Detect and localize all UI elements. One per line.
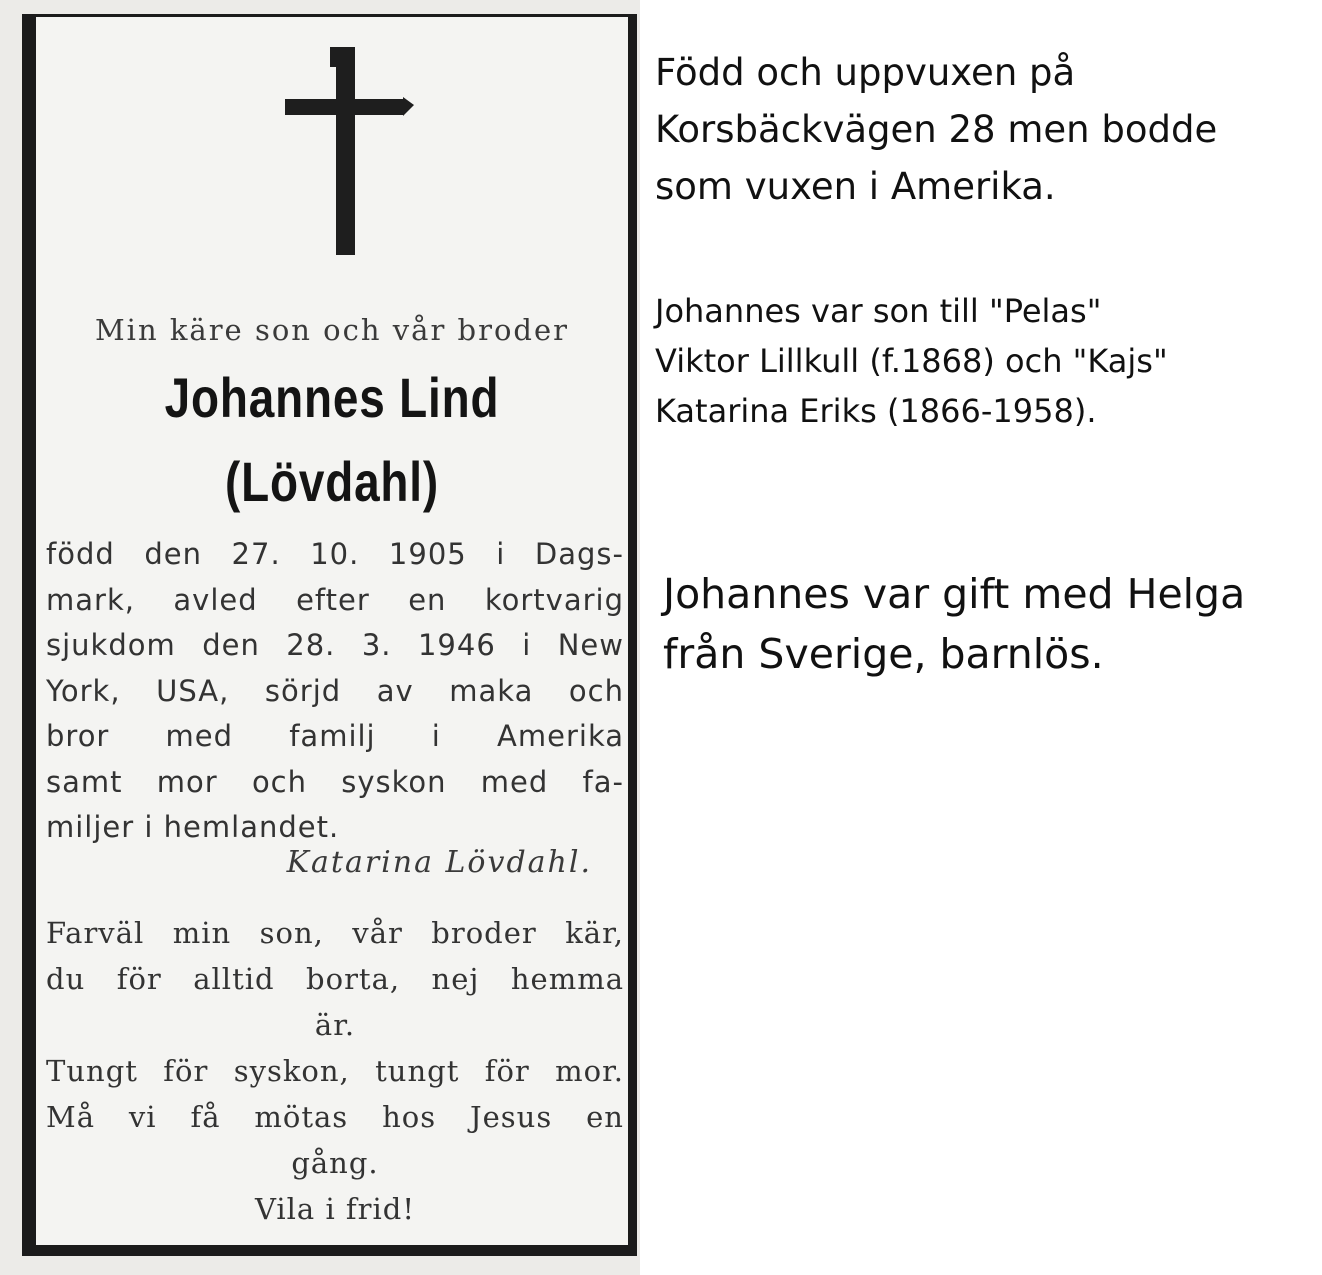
annotation-line: Viktor Lillkull (f.1868) och "Kajs" (655, 342, 1168, 380)
death-notice-scan (0, 0, 640, 1275)
notice-body-line: samt mor och syskon med fa- (46, 764, 624, 799)
notice-body (36, 532, 628, 851)
annotation-line: Född och uppvuxen på (655, 51, 1076, 94)
notice-body-line: York, USA, sörjd av maka och (46, 673, 624, 708)
annotation-line: Johannes var son till "Pelas" (655, 292, 1102, 330)
notice-body-line: mark, avled efter en kortvarig (46, 582, 624, 617)
annotation-line: Korsbäckvägen 28 men bodde (655, 108, 1218, 151)
notice-body-line: bror med familj i Amerika (46, 719, 624, 753)
notice-body-line: miljer i hemlandet. (46, 810, 340, 844)
annotation-line: från Sverige, barnlös. (663, 630, 1104, 678)
annotation-parents (655, 286, 1315, 436)
deceased-alt-name: (Lövdahl) (224, 450, 439, 513)
verse-line: är. (314, 1008, 356, 1042)
verse-line: gång. (291, 1146, 379, 1180)
annotation-line: Johannes var gift med Helga (663, 570, 1246, 618)
notice-border (22, 14, 637, 1256)
verse-line: Må vi få mötas hos Jesus en (46, 1100, 624, 1134)
verse-line: du för alltid borta, nej hemma (46, 962, 624, 996)
notice-verse (36, 910, 628, 1232)
verse-line: Vila i frid! (254, 1192, 416, 1226)
verse-line: Farväl min son, vår broder kär, (46, 916, 624, 950)
notice-signature: Katarina Lövdahl. (286, 845, 592, 880)
annotation-marriage (663, 564, 1318, 684)
annotation-line: som vuxen i Amerika. (655, 165, 1056, 208)
cross-icon (36, 17, 628, 267)
notice-body-line: född den 27. 10. 1905 i Dags- (46, 537, 624, 571)
annotation-upbringing (655, 44, 1315, 215)
verse-line: Tungt för syskon, tungt för mor. (46, 1054, 624, 1088)
notice-intro: Min käre son och vår broder (94, 313, 570, 347)
notice-body-line: sjukdom den 28. 3. 1946 i New (46, 628, 624, 662)
deceased-name: Johannes Lind (164, 366, 500, 429)
annotation-line: Katarina Eriks (1866-1958). (655, 392, 1097, 430)
